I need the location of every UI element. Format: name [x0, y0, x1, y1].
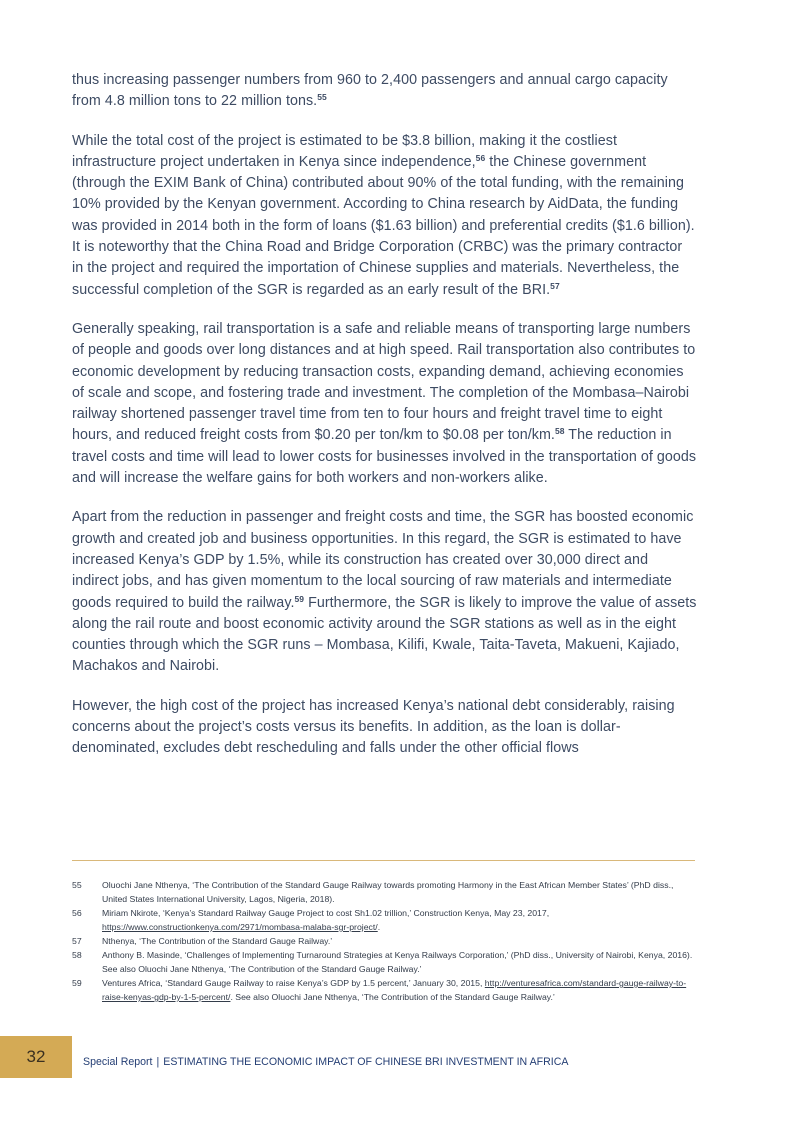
page-number: 32 [26, 1047, 46, 1066]
page-number-box [0, 1036, 72, 1078]
paragraph-1: thus increasing passenger numbers from 960 to 2,400 passengers and annual cargo capacity from 4.8 million tons to 22 million tons.$^{55}$ [72, 72, 668, 110]
footnote-number: 58 [72, 950, 82, 960]
footnote-number: 56 [72, 908, 82, 918]
footnote-59 [72, 976, 695, 1004]
footnote-ref-56[interactable]: 56 [475, 152, 486, 163]
footnote-number: 57 [72, 936, 82, 946]
footnote-58 [72, 948, 695, 976]
footnote-ref-57[interactable]: 57 [550, 280, 560, 291]
running-footer [83, 1056, 568, 1068]
footnotes-section [72, 878, 695, 1004]
footnote-ref-58[interactable]: 58 [554, 426, 565, 437]
footnote-text: Nthenya, ‘The Contribution of the Standard Gauge Railway.’ [102, 936, 333, 946]
paragraph-5: However, the high cost of the project has increased Kenya’s national debt considerably, raising concerns about the project’s costs versus its benefits. In addition, as the loan is dollar-denominated, excludes debt rescheduling and falls under the other official flows [72, 697, 675, 757]
footnote-ref-59[interactable]: 59 [294, 593, 305, 604]
footnote-divider [72, 860, 695, 861]
paragraph-2: While the total cost of the project is estimated to be $3.8 billion, making it the costliest infrastructure project undertaken in Kenya since independence,$^{56}$ the Chinese government (through the EXIM Bank of China) contributed about 90% of the total funding, with the remaining 10% provided by the Kenyan government. According to China research by AidData, the funding was provided in 2014 both in the form of loans ($1.63 billion) and preferential credits ($1.6 billion). It is noteworthy that the China Road and Bridge Corporation (CRBC) was the primary contractor in the project and required the importation of Chinese supplies and materials. Nevertheless, the successful completion of the SGR is regarded as an early result of the BRI.$^{57}$ [72, 132, 695, 298]
footer-title: ESTIMATING THE ECONOMIC IMPACT OF CHINESE BRI INVESTMENT IN AFRICA [163, 1056, 569, 1068]
paragraph-4: Apart from the reduction in passenger and freight costs and time, the SGR has boosted economic growth and created job and business opportunities. In this regard, the SGR is estimated to have increased Kenya’s GDP by 1.5%, while its construction has created over 30,000 direct and indirect jobs, and has given momentum to the local sourcing of raw materials and intermediate goods required to build the railway.$^{59}$ Furthermore, the SGR is likely to improve the value of assets along the rail route and boost economic activity around the SGR stations as well as in the eight counties through which the SGR runs – Mombasa, Kilifi, Kwale, Taita-Taveta, Makueni, Kajiado, Machakos and Nairobi. [72, 509, 697, 675]
footnote-number: 59 [72, 978, 82, 988]
footer-label: Special Report [83, 1056, 153, 1068]
ventures-africa-link[interactable]: http://venturesafrica.com/standard-gauge-railway-to-raise-kenyas-gdp-by-1-5-percent/ [102, 978, 687, 1002]
footnote-56 [72, 906, 695, 934]
footnote-55 [72, 878, 695, 906]
main-body-text [72, 70, 697, 778]
footnote-text: Miriam Nkirote, ‘Kenya’s Standard Railway Gauge Project to cost Sh1.02 trillion,’ Construction Kenya, May 23, 2017, https://www.constructionkenya.com/2971/mombasa-malaba-sgr-project/. [102, 908, 550, 932]
footer-separator: | [156, 1056, 160, 1068]
footnote-number: 55 [72, 880, 82, 890]
footnote-text: Anthony B. Masinde, ‘Challenges of Implementing Turnaround Strategies at Kenya Railways Corporation,’ (PhD diss., University of Nairobi, Kenya, 2016). See also Oluochi Jane Nthenya, ‘The Contribution of the Standard Gauge Railway.’ [102, 950, 693, 974]
footnote-57 [72, 934, 695, 948]
footnote-text: Oluochi Jane Nthenya, ‘The Contribution of the Standard Gauge Railway towards promoting Harmony in the East African Member States’ (PhD diss., United States International University, Lagos, Nigeria, 2018). [102, 880, 674, 904]
footnote-ref-55[interactable]: 55 [317, 92, 327, 103]
footnote-text: Ventures Africa, ‘Standard Gauge Railway to raise Kenya’s GDP by 1.5 percent,’ January 30, 2015, http://venturesafrica.com/standard-gauge-railway-to-raise-kenyas-gdp-by-1-5-percent/. See also Oluochi Jane Nthenya, ‘The Contribution of the Standard Gauge Railway.’ [102, 978, 687, 1002]
construction-kenya-link[interactable]: https://www.constructionkenya.com/2971/mombasa-malaba-sgr-project/ [102, 922, 378, 932]
paragraph-3: Generally speaking, rail transportation is a safe and reliable means of transporting large numbers of people and goods over long distances and at high speed. Rail transportation also contributes to economic development by reducing transaction costs, expanding demand, achieving economies of scale and scope, and fostering trade and investment. The completion of the Mombasa–Nairobi railway shortened passenger travel time from ten to four hours and freight travel time to eight hours, and reduced freight costs from $0.20 per ton/km to $0.08 per ton/km.$^{58}$ The reduction in travel costs and time will lead to lower costs for businesses involved in the transportation of goods and will increase the welfare gains for both workers and non-workers alike. [72, 320, 697, 487]
